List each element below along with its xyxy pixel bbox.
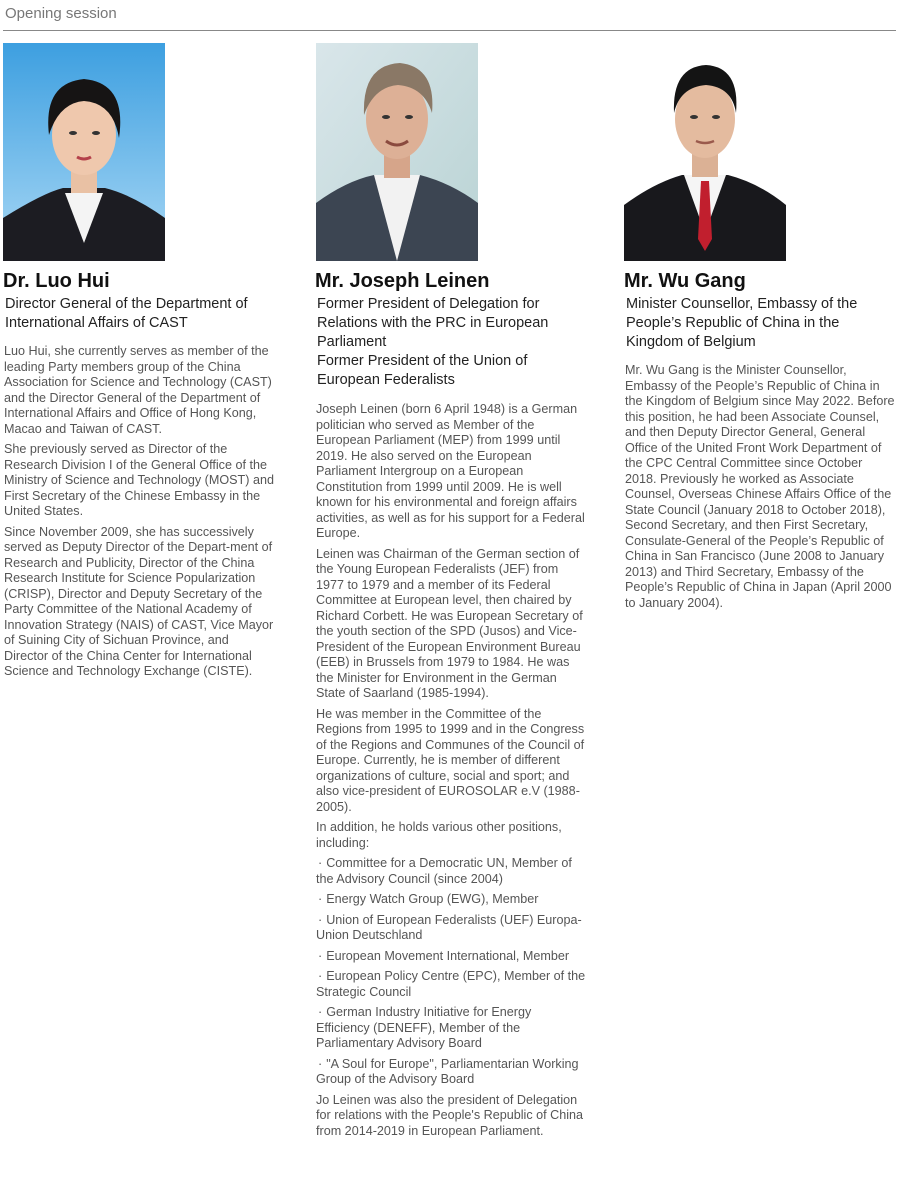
bio-paragraph: Since November 2009, she has successively served as Deputy Director of the Depart-ment of Research and Publicity, Director of the China Research Institute for Science Popularization (CRISP), Director and Deputy Secretary of the Party Committee of the National Academy of Innovation Strategy (NAIS) of CAST, Vice Mayor of Suining City of Sichuan Province, and Director of the China Center for International Science and Technology Exchange (CISTE). bbox=[4, 524, 274, 678]
position-item bbox=[316, 1057, 588, 1088]
position-item bbox=[316, 913, 588, 944]
speaker-bio bbox=[316, 402, 588, 1144]
bio-paragraph: In addition, he holds various other positions, including: bbox=[316, 820, 562, 850]
position-item bbox=[316, 969, 588, 1000]
bio-paragraph: Joseph Leinen (born 6 April 1948) is a German politician who served as Member of the European Parliament (MEP) from 1999 until 2019. He also served on the European Parliament Intergroup on a European Constitution from 1999 until 2009. He is well known for his environmental and foreign affairs activities, as well as for his support for a Federal Europe. bbox=[316, 402, 585, 540]
title-line: Director General of the Department of bbox=[5, 296, 248, 312]
speaker-title bbox=[626, 295, 857, 352]
position-text: European Policy Centre (EPC), Member of the Strategic Council bbox=[316, 969, 586, 999]
speaker-name: Mr. Joseph Leinen bbox=[315, 270, 490, 292]
speaker-name: Dr. Luo Hui bbox=[3, 270, 110, 292]
speaker-bio bbox=[625, 363, 895, 616]
bio-paragraph: Mr. Wu Gang is the Minister Counsellor, Embassy of the People’s Republic of China in the Kingdom of Belgium since May 2022. Before this position, he had been Associate Counsel, and then Deputy Director General, General Office of the United Front Work Department of the CPC Central Committee since October 2018. Previously he worked as Associate Counsel, Overseas Chinese Affairs Office of the State Council (January 2018 to October 2018), Second Secretary, and then First Secretary, Consulate-General of the People’s Republic of China in San Francisco (June 2008 to January 2013) and Third Secretary, Embassy of the People’s Republic of China in Japan (April 2000 to January 2004). bbox=[625, 363, 895, 610]
position-item bbox=[316, 892, 588, 908]
bullet-icon: · bbox=[318, 1056, 323, 1071]
title-line: Former President of Delegation for bbox=[317, 296, 540, 312]
bio-paragraph: Luo Hui, she currently serves as member of the leading Party members group of the China Association for Science and Technology (CAST) and the Director General of the Department of International Affairs and Office of Hong Kong, Macao and Taiwan of CAST. bbox=[4, 344, 272, 436]
title-line: People’s Republic of China in the bbox=[626, 315, 840, 331]
title-line: Relations with the PRC in European bbox=[317, 315, 549, 331]
title-line: Parliament bbox=[317, 334, 387, 350]
bio-paragraph: She previously served as Director of the Research Division I of the General Office of the Ministry of Science and Technology (MOST) and First Secretary of the Chinese Embassy in the United States. bbox=[4, 442, 274, 518]
bullet-icon: · bbox=[318, 892, 323, 906]
position-text: German Industry Initiative for Energy Efficiency (DENEFF), Member of the Parliamentary Advisory Board bbox=[316, 1005, 532, 1050]
position-item bbox=[316, 1005, 588, 1052]
speaker-photo bbox=[624, 43, 786, 261]
speaker-name: Mr. Wu Gang bbox=[624, 270, 746, 292]
bullet-icon: · bbox=[318, 969, 323, 983]
position-text: "A Soul for Europe", Parliamentarian Working Group of the Advisory Board bbox=[316, 1056, 579, 1086]
speaker-photo bbox=[316, 43, 478, 261]
title-line: Kingdom of Belgium bbox=[626, 334, 756, 350]
bullet-icon: · bbox=[318, 1005, 323, 1019]
position-text: European Movement International, Member bbox=[326, 948, 570, 963]
title-line: Minister Counsellor, Embassy of the bbox=[626, 296, 858, 312]
bullet-icon: · bbox=[318, 912, 323, 927]
title-line: European Federalists bbox=[317, 372, 455, 388]
bio-paragraph: Leinen was Chairman of the German section of the Young European Federalists (JEF) from 1977 to 1979 and a member of its Federal Committee at European level, then chaired by Richard Corbett. He was European Secretary of the youth section of the SPD (Jusos) and Vice-President of the European Environment Bureau (EEB) in Brussels from 1979 to 1984. He was the Minister for Environment in the German State of Saarland (1985-1994). bbox=[316, 546, 583, 700]
position-text: Committee for a Democratic UN, Member of the Advisory Council (since 2004) bbox=[316, 856, 572, 886]
section-divider bbox=[3, 30, 896, 31]
speaker-title bbox=[5, 295, 248, 333]
bio-paragraph: He was member in the Committee of the Regions from 1995 to 1999 and in the Congress of the Regions and Communes of the Council of Europe. Currently, he is member of different organizations of culture, social and sport; and also vice-president of EUROSOLAR e.V (1988-2005). bbox=[316, 706, 585, 814]
bullet-icon: · bbox=[318, 948, 323, 963]
title-line: Former President of the Union of bbox=[317, 353, 528, 369]
speaker-bio bbox=[4, 344, 274, 685]
position-text: Energy Watch Group (EWG), Member bbox=[326, 892, 539, 906]
title-line: International Affairs of CAST bbox=[5, 315, 188, 331]
position-item bbox=[316, 856, 588, 887]
section-label: Opening session bbox=[5, 5, 117, 22]
bullet-icon: · bbox=[318, 856, 323, 870]
speaker-photo bbox=[3, 43, 165, 261]
bio-closing: Jo Leinen was also the president of Delegation for relations with the People's Republic of China from 2014-2019 in European Parliament. bbox=[316, 1092, 584, 1138]
position-text: Union of European Federalists (UEF) Europa-Union Deutschland bbox=[316, 912, 582, 942]
speaker-title bbox=[317, 295, 548, 390]
position-item bbox=[316, 949, 588, 965]
